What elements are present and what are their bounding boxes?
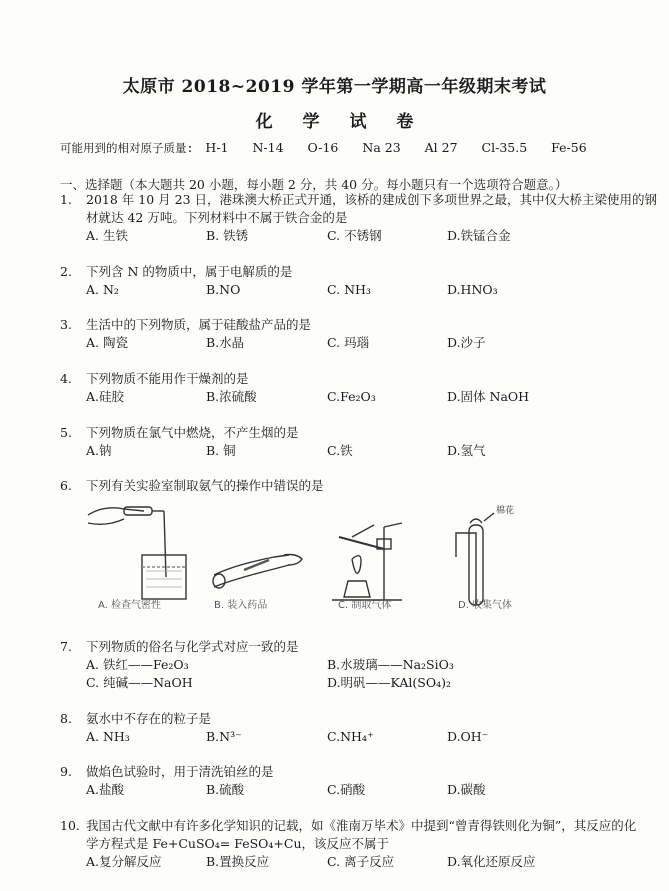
apparatus-b-illustration (213, 555, 302, 589)
section-heading: 一、选择题（本大题共 20 小题，每小题 2 分，共 40 分。每小题只有一个选项符合题意。） (60, 177, 568, 192)
option-d: D.固体 NaOH (447, 389, 530, 404)
question-text: 生活中的下列物质，属于硅酸盐产品的是 (86, 317, 312, 332)
option-a: A. NH₃ (86, 729, 130, 744)
option-b: B.硫酸 (206, 782, 245, 797)
option-a: A.钠 (86, 443, 112, 458)
option-b: B. 铁锈 (206, 228, 249, 243)
option-a: A. 生铁 (86, 228, 128, 243)
option-c: C.NH₄⁺ (327, 729, 374, 744)
exam-subtitle: 化 学 试 卷 (255, 112, 426, 132)
question-number: 1. (60, 192, 72, 207)
question-number: 6. (60, 478, 72, 493)
question-text: 做焰色试验时，用于清洗铂丝的是 (86, 764, 274, 779)
option-b: B. 铜 (206, 443, 236, 458)
option-b: B.N³⁻ (206, 729, 242, 744)
option-a: A.复分解反应 (86, 854, 162, 869)
atomic-mass: Na 23 (362, 140, 401, 155)
question-number: 10. (60, 818, 80, 833)
option-c: C. 纯碱——NaOH (86, 675, 193, 690)
question-text: 2018 年 10 月 23 日，港珠澳大桥正式开通，该桥的建成创下多项世界之最，其中仅大桥主梁使用的钢 (86, 192, 657, 207)
exam-title: 太原市 2018~2019 学年第一学期高一年级期末考试 (122, 77, 547, 97)
question-number: 9. (60, 764, 72, 779)
option-c: C. NH₃ (327, 282, 371, 297)
option-d: D.氧化还原反应 (447, 854, 536, 869)
caption-b: B. 装入药品 (214, 600, 268, 611)
question-text: 下列含 N 的物质中，属于电解质的是 (86, 264, 293, 279)
option-d: D.沙子 (447, 335, 486, 350)
option-b: B.浓硫酸 (206, 389, 257, 404)
atomic-masses-label: 可能用到的相对原子质量: (60, 141, 194, 155)
option-a: A.硅胶 (86, 389, 125, 404)
atomic-mass: Fe-56 (551, 140, 587, 155)
option-d: D.HNO₃ (447, 282, 498, 297)
option-c: C.铁 (327, 443, 353, 458)
option-a: A. 铁红——Fe₂O₃ (86, 657, 189, 672)
question-text: 下列有关实验室制取氨气的操作中错误的是 (86, 478, 324, 493)
option-c: C. 离子反应 (327, 854, 395, 869)
question-text: 氨水中不存在的粒子是 (86, 711, 212, 726)
option-b: B.置换反应 (206, 854, 270, 869)
atomic-mass: O-16 (307, 140, 339, 155)
option-d: D.明矾——KAl(SO₄)₂ (327, 675, 451, 690)
option-c: C. 不锈钢 (327, 228, 382, 243)
caption-c: C. 制取气体 (338, 600, 392, 611)
apparatus-a-illustration (88, 507, 186, 599)
question-number: 2. (60, 264, 72, 279)
atomic-mass: Cl-35.5 (481, 140, 528, 155)
question-text: 学方程式是 Fe+CuSO₄= FeSO₄+Cu，该反应不属于 (86, 836, 390, 851)
question-number: 3. (60, 317, 72, 332)
atomic-mass: H-1 (205, 140, 229, 155)
option-d: D.氢气 (447, 443, 486, 458)
atomic-mass: Al 27 (424, 140, 458, 155)
question-text: 下列物质不能用作干燥剂的是 (86, 371, 249, 386)
question-number: 5. (60, 425, 72, 440)
option-a: A.盐酸 (86, 782, 125, 797)
apparatus-c-illustration (332, 523, 402, 600)
caption-a: A. 检查气密性 (98, 600, 162, 611)
question-number: 8. (60, 711, 72, 726)
question-text: 下列物质的俗名与化学式对应一致的是 (86, 639, 299, 654)
option-c: C.Fe₂O₃ (327, 389, 376, 404)
atomic-mass: N-14 (252, 140, 284, 155)
option-b: B.水玻璃——Na₂SiO₃ (327, 657, 454, 672)
option-b: B.NO (206, 282, 241, 297)
option-c: C.硝酸 (327, 782, 366, 797)
option-b: B.水晶 (206, 335, 245, 350)
option-d: D.铁锰合金 (447, 228, 511, 243)
atomic-masses (60, 140, 607, 156)
question-text: 我国古代文献中有许多化学知识的记载，如《淮南万毕术》中提到“曾青得铁则化为铜”，其反应的化 (86, 818, 637, 833)
option-d: D.OH⁻ (447, 729, 489, 744)
option-a: A. N₂ (86, 282, 119, 297)
question-text: 材就达 42 万吨。下列材料中不属于铁合金的是 (86, 210, 348, 225)
caption-d: D. 收集气体 (458, 600, 513, 611)
question-text: 下列物质在氯气中燃烧，不产生烟的是 (86, 425, 299, 440)
apparatus-d-illustration (456, 513, 494, 605)
option-c: C. 玛瑙 (327, 335, 370, 350)
cotton-label: 棉花 (496, 506, 515, 516)
question-number: 7. (60, 639, 72, 654)
question-number: 4. (60, 371, 72, 386)
option-d: D.碳酸 (447, 782, 486, 797)
option-a: A. 陶瓷 (86, 335, 128, 350)
